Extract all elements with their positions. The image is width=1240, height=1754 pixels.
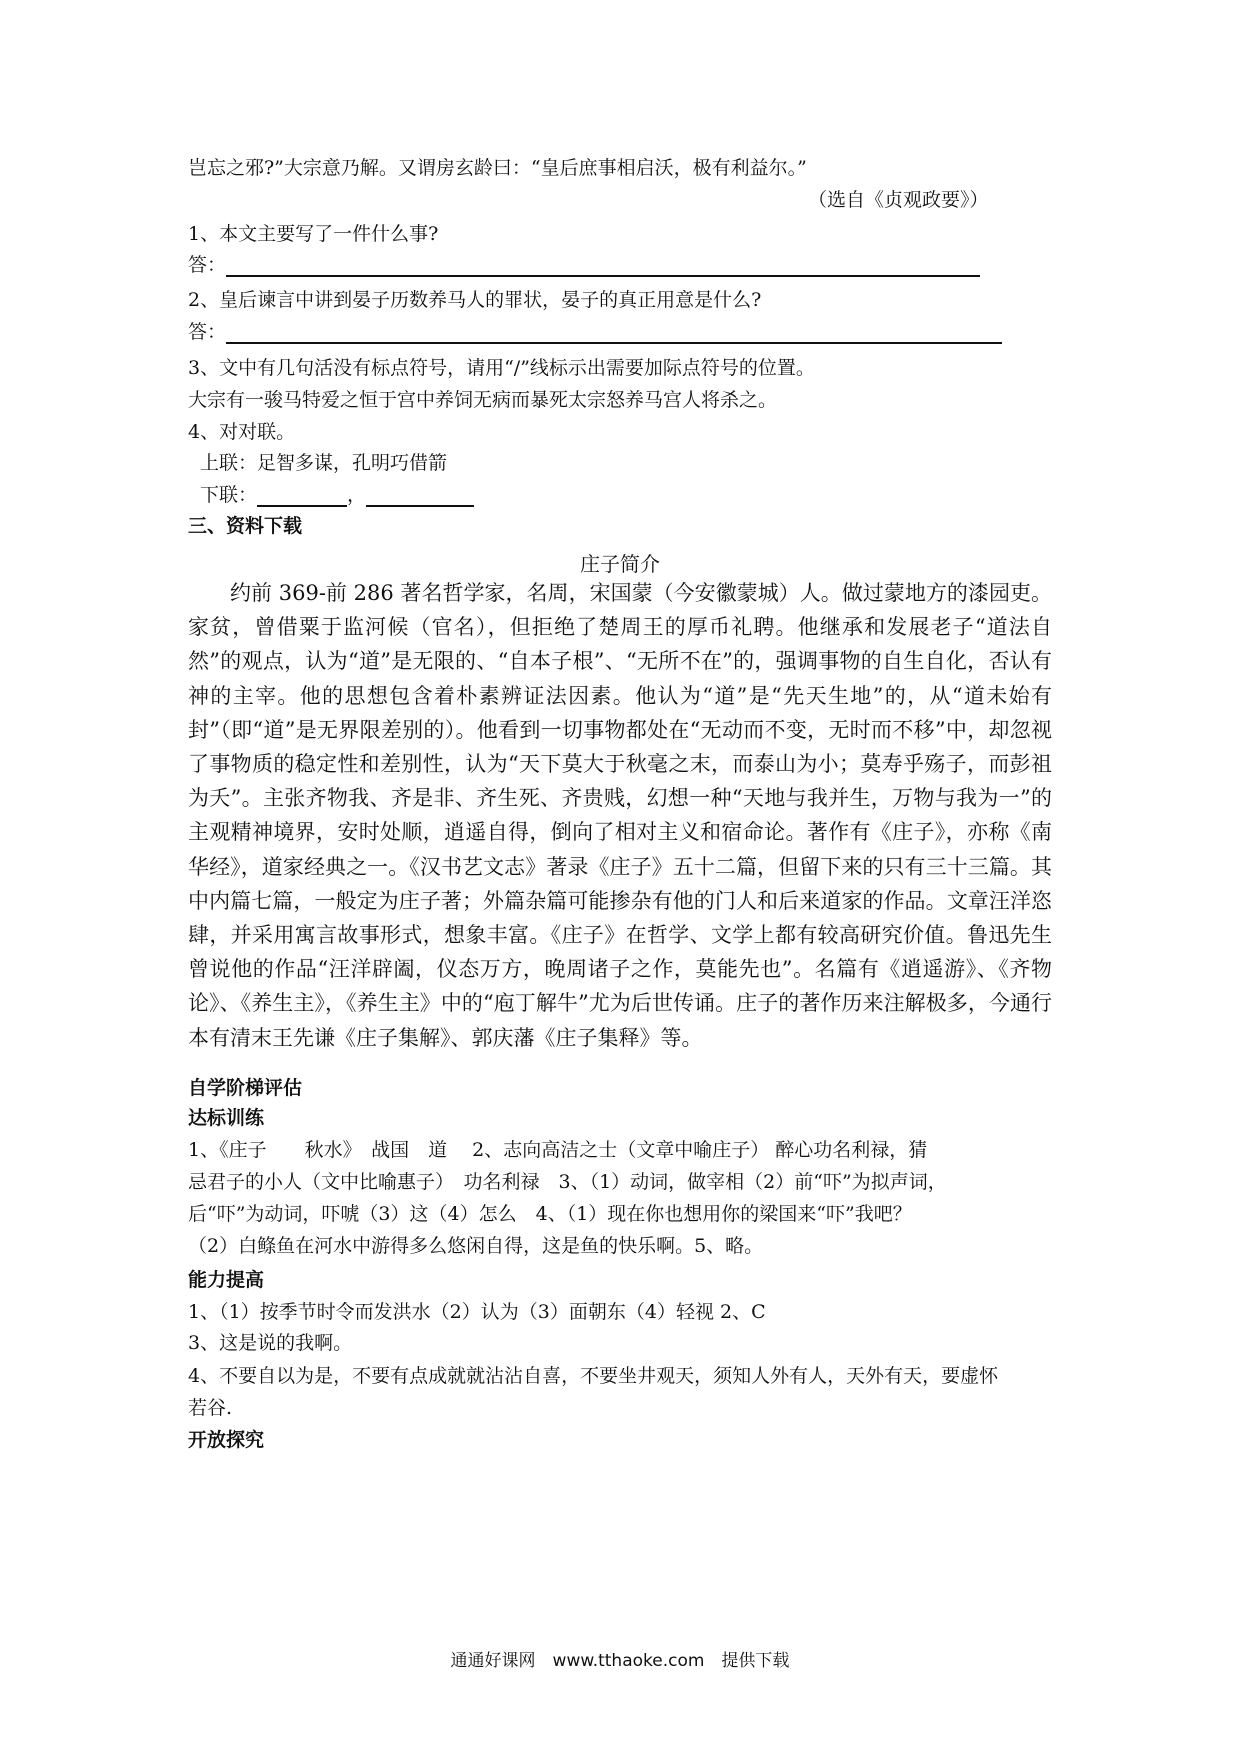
- answer-label: 答：: [188, 254, 227, 276]
- answer-2: [188, 320, 1002, 344]
- answer-line: 1、（1）按季节时令而发洪水（2）认为（3）面朝东（4）轻视 2、C: [188, 1301, 766, 1323]
- answers-heading: 自学阶梯评估: [188, 1077, 303, 1099]
- couplet-blank-2[interactable]: [366, 485, 474, 507]
- nengli-heading: 能力提高: [188, 1269, 265, 1291]
- couplet-lower-label: 下联：: [200, 484, 258, 506]
- answer-blank[interactable]: [226, 255, 980, 277]
- answer-line: （2）白鲦鱼在河水中游得多么悠闲自得，这是鱼的快乐啊。5、略。: [188, 1235, 764, 1257]
- answer-line: 1、《庄子 秋水》 战国 道 2、志向高洁之士（文章中喻庄子） 醉心功名利禄，猜: [188, 1139, 928, 1161]
- text-line: 岂忘之邪?”大宗意乃解。又谓房玄龄曰：“皇后庶事相启沃，极有利益尔。”: [188, 157, 807, 179]
- page-footer: 通通好课网 www.tthaoke.com 提供下载: [450, 1651, 790, 1671]
- answer-line: 若谷.: [188, 1397, 233, 1419]
- source-citation: （选自《贞观政要》）: [808, 189, 989, 211]
- answer-line: 4、不要自以为是，不要有点成就就沾沾自喜，不要坐井观天，须知人外有人，天外有天，要虚怀: [188, 1365, 999, 1387]
- kaifang-heading: 开放探究: [188, 1429, 265, 1451]
- section-heading: 三、资料下载: [188, 515, 303, 537]
- couplet-lower: [200, 483, 474, 507]
- answer-line: 忌君子的小人（文中比喻惠子） 功名利禄 3、（1）动词，做宰相（2）前“吓”为拟声词，: [188, 1171, 947, 1193]
- question-1: 1、本文主要写了一件什么事?: [188, 223, 439, 245]
- article-body: 约前 369-前 286 著名哲学家，名周，宋国蒙（今安徽蒙城）人。做过蒙地方的漆园吏。家贫，曾借粟于监河候（官名），但拒绝了楚周王的厚币礼聘。他继承和发展老子“道法自然”的观点，认为“道”是无限的、“自本子根”、“无所不在”的，强调事物的自生自化，否认有神的主宰。他的思想包含着朴素辨证法因素。他认为“道”是“先天生地”的，从“道未始有封”（即“道”是无界限差别的）。他看到一切事物都处在“无动而不变，无时而不移”中，却忽视了事物质的稳定性和差别性，认为“天下莫大于秋毫之末，而泰山为小；莫寿乎殇子，而彭祖为夭”。主张齐物我、齐是非、齐生死、齐贵贱，幻想一种“天地与我并生，万物与我为一”的主观精神境界，安时处顺，逍遥自得，倒向了相对主义和宿命论。著作有《庄子》，亦称《南华经》，道家经典之一。《汉书艺文志》著录《庄子》五十二篇，但留下来的只有三十三篇。其中内篇七篇，一般定为庄子著；外篇杂篇可能掺杂有他的门人和后来道家的作品。文章汪洋恣肆，并采用寓言故事形式，想象丰富。《庄子》在哲学、文学上都有较高研究价值。鲁迅先生曾说他的作品“汪洋辟阖，仪态万方，晚周诸子之作，莫能先也”。名篇有《逍遥游》、《齐物论》、《养生主》，《养生主》中的“庖丁解牛”尤为后世传诵。庄子的著作历来注解极多，今通行本有清末王先谦《庄子集解》、郭庆藩《庄子集释》等。: [188, 581, 1052, 1050]
- dabiao-heading: 达标训练: [188, 1107, 265, 1129]
- couplet-blank-1[interactable]: [257, 485, 347, 507]
- couplet-upper: 上联：足智多谋，孔明巧借箭: [200, 452, 448, 474]
- answer-line: 后“吓”为动词，吓唬（3）这（4）怎么 4、（1）现在你也想用你的梁国来“吓”我吧？: [188, 1203, 912, 1225]
- article-title: 庄子简介: [580, 552, 660, 576]
- question-3: 3、文中有几句活没有标点符号，请用“/”线标示出需要加际点符号的位置。: [188, 357, 815, 379]
- answer-blank[interactable]: [226, 322, 1002, 344]
- answer-line: 3、这是说的我啊。: [188, 1332, 353, 1354]
- question-2: 2、皇后谏言中讲到晏子历数养马人的罪状，晏子的真正用意是什么?: [188, 289, 762, 311]
- answer-1: [188, 253, 980, 277]
- question-3-text: 大宗有一骏马特爱之恒于宫中养饲无病而暴死太宗怒养马宫人将杀之。: [188, 389, 778, 411]
- answer-label: 答：: [188, 321, 227, 343]
- question-4: 4、对对联。: [188, 421, 296, 443]
- couplet-comma: ，: [347, 484, 367, 506]
